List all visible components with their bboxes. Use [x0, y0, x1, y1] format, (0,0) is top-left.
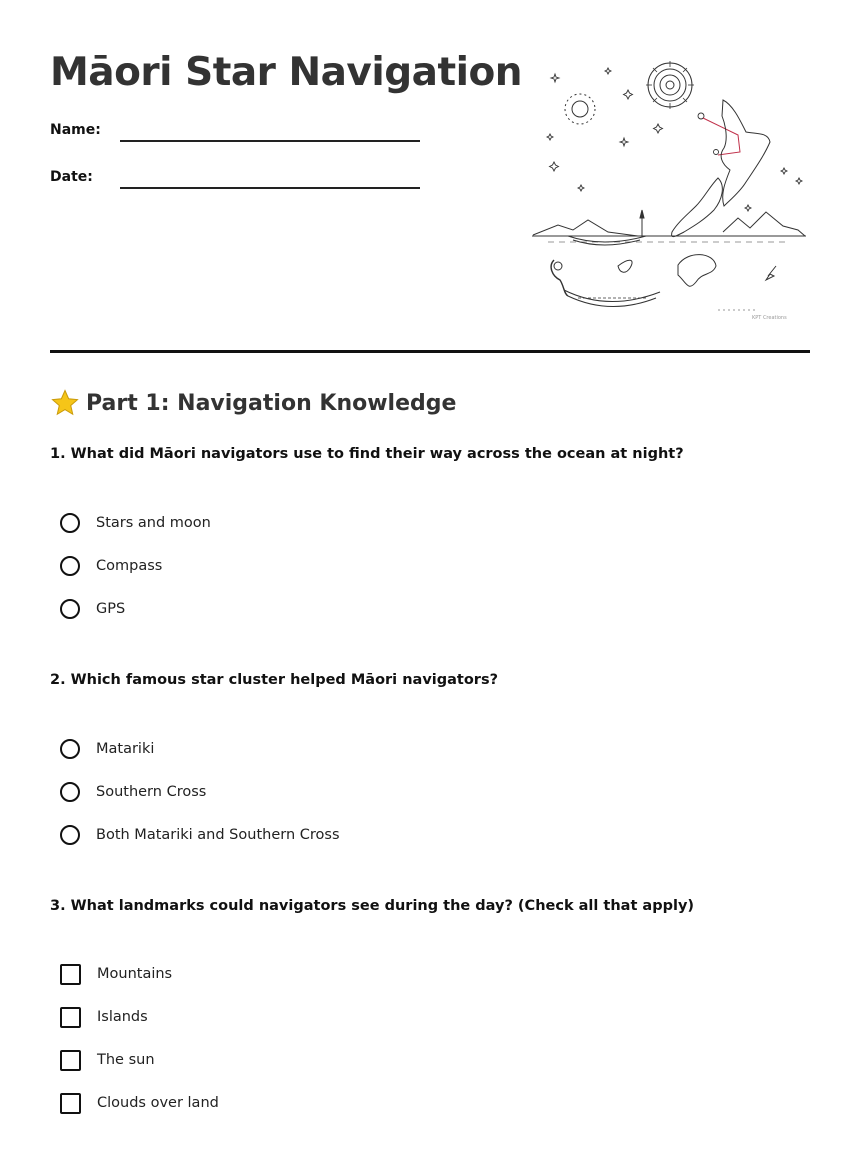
scattered-stars [547, 68, 802, 211]
waka-horizon-icon [568, 210, 646, 245]
checkbox[interactable] [60, 1093, 81, 1114]
option-label: Matariki [96, 741, 155, 757]
radio-button[interactable] [60, 513, 80, 533]
radio-button[interactable] [60, 825, 80, 845]
left-mountains [533, 220, 638, 236]
waka-foreground-icon [551, 260, 660, 307]
q2-option-southern-cross[interactable] [60, 779, 206, 805]
date-label: Date: [50, 169, 93, 185]
question-2: 2. Which famous star cluster helped Māori navigators? [50, 672, 498, 688]
stingray-icon [678, 255, 716, 287]
right-mountains [723, 212, 805, 236]
option-label: Clouds over land [97, 1095, 219, 1111]
option-label: Islands [97, 1009, 148, 1025]
option-label: GPS [96, 601, 126, 617]
q3-option-islands[interactable] [60, 1004, 148, 1030]
option-label: The sun [97, 1052, 155, 1068]
star-ring-icon [565, 94, 595, 124]
checkbox[interactable] [60, 1007, 81, 1028]
q2-option-both[interactable] [60, 822, 340, 848]
section-title-text: Part 1: Navigation Knowledge [86, 390, 457, 416]
header-divider [50, 350, 810, 353]
radio-button[interactable] [60, 556, 80, 576]
q1-option-compass[interactable] [60, 553, 162, 579]
date-input-line[interactable] [120, 187, 420, 189]
rosette-moon-icon [646, 61, 694, 109]
south-island-shape [672, 178, 723, 237]
q1-option-gps[interactable] [60, 596, 125, 622]
option-label: Stars and moon [96, 515, 211, 531]
option-label: Both Matariki and Southern Cross [96, 827, 340, 843]
option-label: Southern Cross [96, 784, 207, 800]
name-field-row [50, 122, 430, 152]
option-label: Mountains [97, 966, 173, 982]
name-label: Name: [50, 122, 101, 138]
checkbox[interactable] [60, 1050, 81, 1071]
radio-button[interactable] [60, 739, 80, 759]
night-sky-waka-new-zealand-illustration [528, 60, 810, 325]
radio-button[interactable] [60, 599, 80, 619]
worksheet-title: Māori Star Navigation [50, 50, 523, 95]
radio-button[interactable] [60, 782, 80, 802]
star-icon [50, 388, 80, 418]
q1-option-stars-and-moon[interactable] [60, 510, 211, 536]
q2-option-matariki[interactable] [60, 736, 154, 762]
question-3: 3. What landmarks could navigators see during the day? (Check all that apply) [50, 898, 695, 914]
name-input-line[interactable] [120, 140, 420, 142]
q3-option-mountains[interactable] [60, 961, 172, 987]
north-island-shape [721, 100, 770, 206]
question-1: 1. What did Māori navigators use to find their way across the ocean at night? [50, 446, 684, 462]
checkbox[interactable] [60, 964, 81, 985]
fish-icon [618, 260, 632, 272]
option-label: Compass [96, 558, 163, 574]
q3-option-clouds-over-land[interactable] [60, 1090, 219, 1116]
illustration-caption: KPT Creations [752, 315, 787, 321]
date-field-row [50, 169, 430, 199]
section-heading [50, 388, 456, 418]
q3-option-the-sun[interactable] [60, 1047, 155, 1073]
feather-icon [766, 266, 776, 280]
